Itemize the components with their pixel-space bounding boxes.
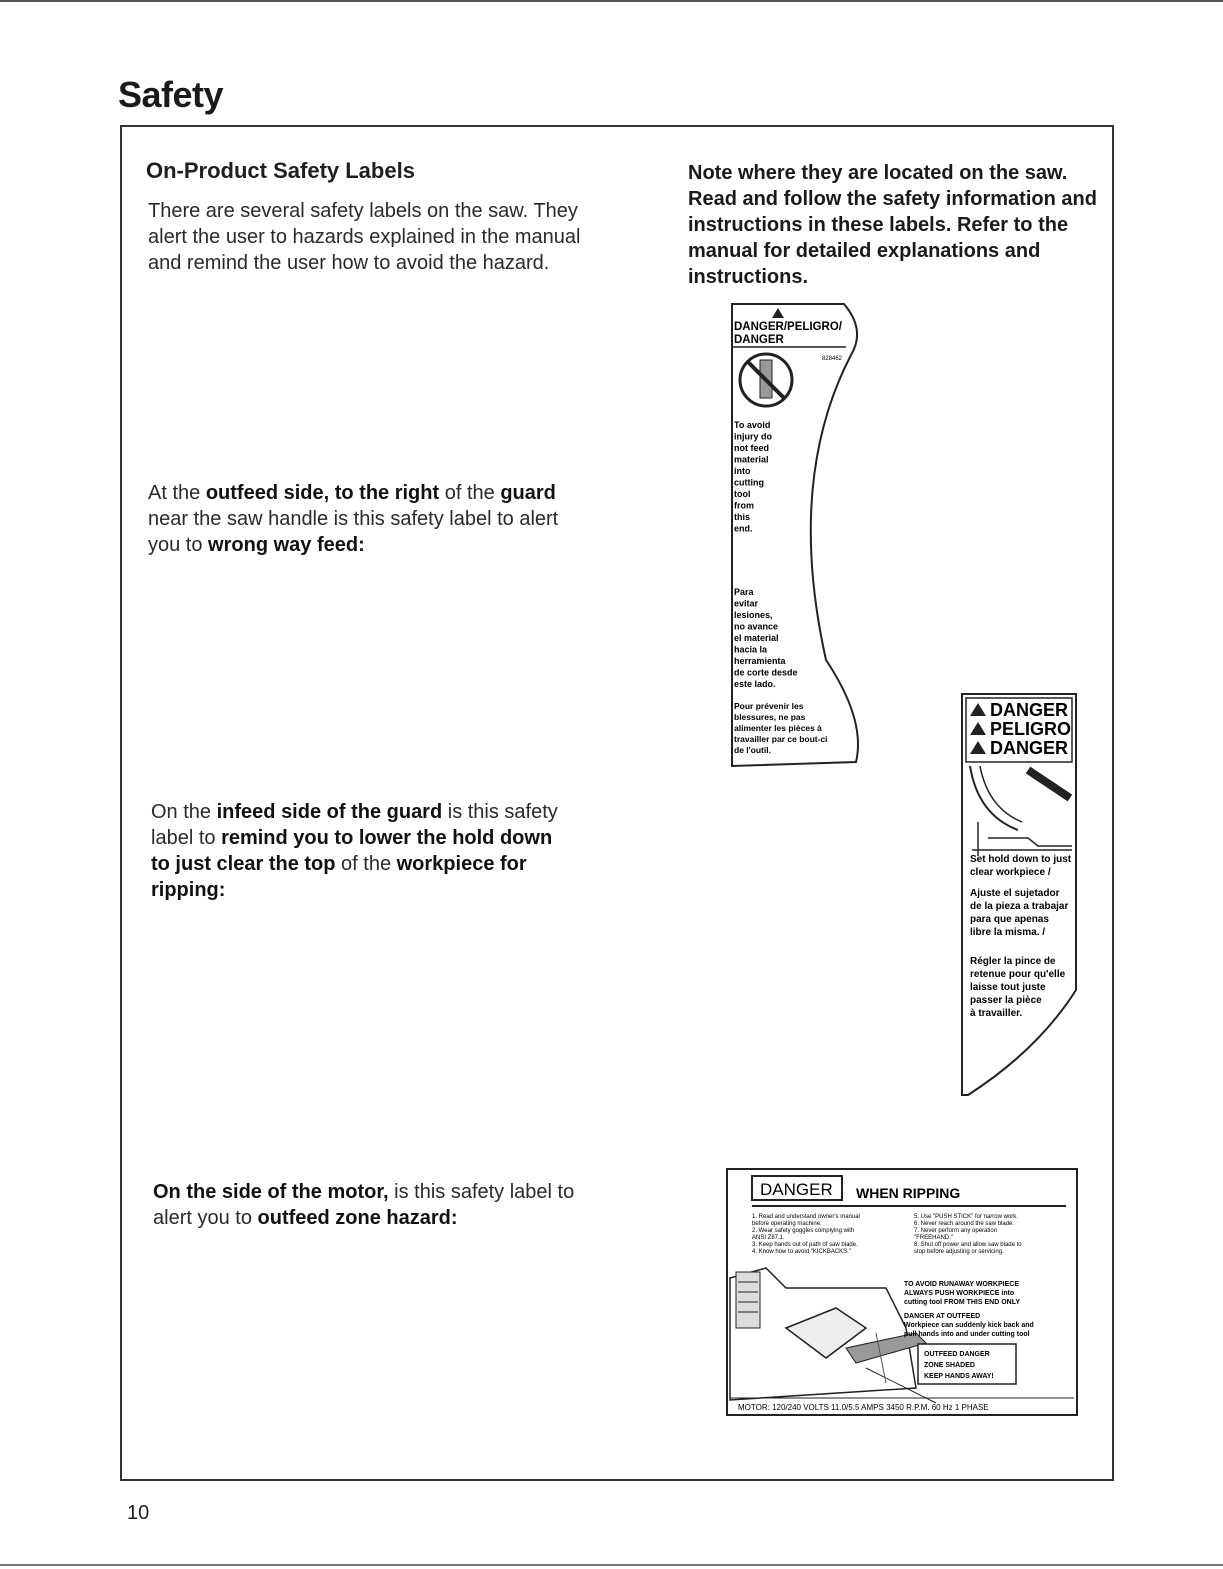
section-title: Safety	[118, 74, 224, 115]
label1-fr-line: alimenter les pièces à	[734, 723, 822, 733]
label3-motor-spec: MOTOR: 120/240 VOLTS 11.0/5.5 AMPS 3450 R.P.M. 60 Hz 1 PHASE	[738, 1403, 989, 1412]
label3-when-ripping: WHEN RIPPING	[856, 1185, 961, 1201]
when-ripping-label	[726, 1168, 1078, 1416]
label3-right-line: 6. Never reach around the saw blade.	[914, 1221, 1015, 1227]
label1-fr-line: de l'outil.	[734, 745, 771, 755]
label1-fr-line: Pour prévenir les	[734, 701, 804, 711]
bold-run: guard	[500, 482, 556, 504]
label2-danger-line: DANGER	[990, 738, 1069, 758]
label2-fr-line: laisse tout juste	[970, 982, 1046, 993]
label1-es-line: Para	[734, 587, 754, 597]
label1-en-line: tool	[734, 489, 751, 499]
bold-run: outfeed zone hazard:	[257, 1207, 458, 1229]
text-run: of the	[335, 853, 397, 875]
label3-left-line: 4. Know how to avoid "KICKBACKS."	[752, 1249, 851, 1255]
label3-left-line: 2. Wear safety goggles complying with	[752, 1228, 855, 1234]
text-run: On the	[151, 801, 217, 823]
label3-right-line: 8. Shut off power and allow saw blade to	[914, 1242, 1022, 1248]
label2-en-line: Set hold down to just	[970, 854, 1072, 865]
label3-left-line: before operating machine.	[752, 1221, 822, 1227]
label2-es-line: para que apenas	[970, 914, 1049, 925]
top-rule	[0, 0, 1223, 2]
page-number: 10	[127, 1502, 150, 1524]
label1-es-line: lesiones,	[734, 610, 773, 620]
text-run: is this safety label to	[151, 801, 558, 849]
label3-box-line: OUTFEED DANGER	[924, 1351, 990, 1358]
bold-run: outfeed side, to the right	[205, 482, 440, 504]
label3-right-line: 5. Use "PUSH STICK" for narrow work.	[914, 1214, 1018, 1220]
text-run: is this safety label to alert you to	[153, 1181, 575, 1229]
no-feed-icon	[740, 354, 792, 406]
label1-fr-line: blessures, ne pas	[734, 712, 806, 722]
label1-es-line: el material	[734, 633, 779, 643]
motor-paragraph	[153, 1179, 593, 1231]
label2-es-line: libre la misma. /	[970, 927, 1046, 938]
label1-en-line: material	[734, 454, 769, 465]
hold-down-label	[958, 690, 1080, 1100]
label3-box-line: KEEP HANDS AWAY!	[924, 1373, 994, 1380]
label1-es-line: evitar	[734, 598, 759, 609]
label2-fr-line: Régler la pince de	[970, 956, 1056, 967]
label2-es-line: de la pieza a trabajar	[970, 901, 1069, 912]
label2-danger-line: DANGER	[990, 700, 1069, 720]
bold-run: workpiece for ripping:	[151, 853, 527, 901]
bold-run: wrong way feed:	[208, 534, 365, 556]
infeed-paragraph	[151, 799, 571, 903]
label1-en-line: To avoid	[734, 420, 771, 430]
label3-outfeed-line: pull hands into and under cutting tool	[904, 1331, 1030, 1338]
label1-en-line: not feed	[734, 443, 769, 453]
label1-en-line: injury do	[734, 431, 772, 442]
bottom-rule	[0, 1564, 1223, 1566]
label1-title1: DANGER/PELIGRO/	[734, 321, 842, 333]
label3-runaway-line: TO AVOID RUNAWAY WORKPIECE	[904, 1281, 1019, 1288]
label2-fr-line: passer la pièce	[970, 995, 1042, 1006]
label2-fr-line: à travailler.	[970, 1008, 1023, 1019]
label1-en-line: into	[734, 466, 751, 476]
label1-en-line: cutting	[734, 477, 764, 488]
label3-runaway-text	[904, 1281, 1020, 1306]
note-paragraph: Note where they are located on the saw. Read and follow the safety information and instructions in these labels. Refer to the manual for detailed explanations and instructions.	[688, 162, 1097, 288]
label1-en-line: from	[734, 500, 754, 511]
bold-run: On the side of the motor,	[153, 1181, 389, 1203]
label1-en-line: end.	[734, 523, 753, 534]
label3-box-line: ZONE SHADED	[924, 1362, 975, 1369]
intro-paragraph: There are several safety labels on the saw. They alert the user to hazards explained in the manual and remind the user how to avoid the hazard.	[148, 200, 581, 274]
label1-es-line: hacia la	[734, 644, 768, 655]
label1-es-line: este lado.	[734, 679, 776, 689]
labels-heading: On-Product Safety Labels	[146, 158, 415, 183]
outfeed-paragraph	[148, 480, 578, 558]
label3-outfeed-line: DANGER AT OUTFEED	[904, 1313, 981, 1320]
label3-right-line: 7. Never perform any operation	[914, 1228, 998, 1234]
bold-run: remind you to lower the hold down to just clear the top	[151, 827, 553, 875]
label1-part-no: 828462	[822, 356, 843, 362]
label1-es-line: no avance	[734, 621, 779, 632]
text-run: of the	[439, 482, 501, 504]
label2-fr-line: retenue pour qu'elle	[970, 969, 1066, 980]
label1-fr-line: travailler par ce bout-ci	[734, 734, 828, 744]
text-run: At the	[148, 482, 206, 504]
label3-left-line: 1. Read and understand owner's manual	[752, 1214, 860, 1220]
label3-runaway-line: cutting tool FROM THIS END ONLY	[904, 1299, 1021, 1306]
label3-runaway-line: ALWAYS PUSH WORKPIECE into	[904, 1290, 1015, 1297]
label3-right-line: stop before adjusting or servicing.	[914, 1249, 1004, 1255]
wrong-way-feed-label	[726, 300, 866, 772]
label1-title2: DANGER	[734, 334, 784, 346]
label1-en-line: this	[734, 512, 751, 522]
label2-en-line: clear workpiece /	[970, 867, 1051, 878]
bold-run: infeed side of the guard	[216, 801, 443, 823]
label2-es-line: Ajuste el sujetador	[970, 888, 1060, 899]
label3-left-line: 3. Keep hands out of path of saw blade.	[752, 1242, 858, 1248]
label3-outfeed-line: Workpiece can suddenly kick back and	[904, 1322, 1034, 1329]
text-run: near the saw handle is this safety label to alert you to	[148, 508, 559, 556]
label2-danger-line: PELIGRO	[990, 719, 1072, 739]
label1-es-line: herramienta	[734, 656, 786, 666]
label3-left-line: ANSI Z87.1.	[752, 1235, 785, 1241]
label3-right-line: "FREEHAND."	[914, 1235, 953, 1241]
label3-danger: DANGER	[760, 1180, 833, 1199]
label1-es-line: de corte desde	[734, 667, 798, 678]
